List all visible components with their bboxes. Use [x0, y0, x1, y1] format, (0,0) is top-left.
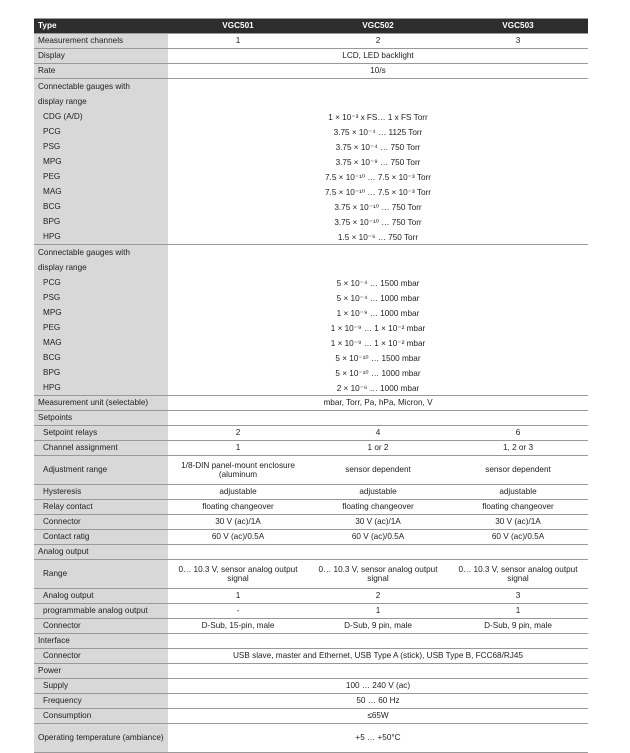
gauge-range: 3.75 × 10⁻⁹ … 750 Torr [335, 157, 421, 167]
table-row [34, 679, 588, 694]
row-label: Supply [34, 679, 168, 693]
row-label: Operating temperature (ambiance) [34, 724, 168, 752]
gauge-range: 1 × 10⁻⁹ … 1 × 10⁻² mbar [330, 338, 426, 348]
gauge-range: 3.75 × 10⁻¹⁰ … 750 Torr [334, 217, 422, 227]
gauge-range: 1 × 10⁻⁹ … 1 × 10⁻² mbar [330, 323, 426, 333]
gauge-name: PCG [43, 127, 61, 136]
cell: 60 V (ac)/0.5A [491, 532, 545, 542]
table-row [34, 649, 588, 664]
cell: 60 V (ac)/0.5A [211, 532, 265, 542]
cell: 0… 10.3 V, sensor analog output signal [178, 564, 298, 583]
section-label: Analog output [34, 545, 168, 559]
table-row [34, 396, 588, 411]
section-label: Power [34, 664, 168, 678]
gauge-name: MPG [43, 157, 62, 166]
gauge-range: 2 × 10⁻⁶ … 1000 mbar [336, 383, 420, 393]
row-label: Measurement channels [34, 34, 168, 48]
table-header [34, 19, 588, 34]
table-row [34, 604, 588, 619]
cell: 1 or 2 [367, 443, 389, 453]
section-header-power [34, 664, 588, 679]
table-row [34, 694, 588, 709]
cell: mbar, Torr, Pa, hPa, Micron, V [323, 398, 433, 408]
cell: 30 V (ac)/1A [355, 517, 401, 527]
table-row [34, 485, 588, 500]
gauge-range: 1.5 × 10⁻⁶ … 750 Torr [337, 232, 419, 242]
gauge-name: MAG [43, 187, 62, 196]
cell: floating changeover [202, 502, 274, 512]
table-row [34, 34, 588, 49]
table-row [34, 709, 588, 724]
section-header-analog [34, 545, 588, 560]
cell: 3 [515, 36, 521, 46]
row-label: Display [34, 49, 168, 63]
group-label: Connectable gauges with [38, 82, 130, 91]
gauge-name: MPG [43, 308, 62, 317]
gauge-range: 5 × 10⁻⁴ … 1000 mbar [336, 293, 420, 303]
gauge-name: PCG [43, 278, 61, 287]
group-label: Connectable gauges with [38, 248, 130, 257]
table-row [34, 560, 588, 589]
cell: 2 [375, 36, 381, 46]
cell: 30 V (ac)/1A [495, 517, 541, 527]
row-label: Connector [34, 619, 168, 633]
cell: floating changeover [482, 502, 554, 512]
cell: 6 [515, 428, 521, 438]
gauge-name: CDG (A/D) [43, 112, 83, 121]
cell: D-Sub, 9 pin, male [484, 621, 552, 631]
cell: 1 [235, 36, 241, 46]
table-row [34, 426, 588, 441]
row-label: Consumption [34, 709, 168, 723]
cell: 1 [375, 606, 381, 616]
gauge-range: 7.5 × 10⁻¹⁰ … 7.5 × 10⁻³ Torr [325, 187, 431, 197]
spec-table [34, 18, 588, 753]
gauge-range: 1 × 10⁻⁹ … 1000 mbar [336, 308, 420, 318]
gauge-range: 5 × 10⁻¹⁰ … 1500 mbar [335, 353, 421, 363]
gauge-name: BPG [43, 217, 61, 226]
row-label: Adjustment range [34, 456, 168, 484]
gauge-range: 3.75 × 10⁻⁴ … 1125 Torr [333, 127, 423, 137]
cell: D-Sub, 9 pin, male [344, 621, 412, 631]
table-row [34, 456, 588, 485]
group-label: display range [38, 97, 87, 106]
cell: 50 … 60 Hz [356, 696, 400, 706]
row-label: Measurement unit (selectable) [34, 396, 168, 410]
table-row [34, 64, 588, 79]
cell: 30 V (ac)/1A [215, 517, 261, 527]
table-row [34, 441, 588, 456]
cell: 4 [375, 428, 381, 438]
row-label: Relay contact [34, 500, 168, 514]
cell: adjustable [219, 487, 257, 497]
cell: 1/8-DIN panel-mount enclosure (aluminum [181, 460, 295, 479]
table-row [34, 724, 588, 753]
table-row [34, 619, 588, 634]
row-label: Channel assignment [34, 441, 168, 455]
row-label: Setpoint relays [34, 426, 168, 440]
section-label: Interface [34, 634, 168, 648]
cell: 1 [235, 443, 241, 453]
header-model-1: VGC501 [222, 21, 254, 31]
row-label: Connector [34, 515, 168, 529]
cell: 0… 10.3 V, sensor analog output signal [458, 564, 578, 583]
cell: 0… 10.3 V, sensor analog output signal [318, 564, 438, 583]
cell: adjustable [499, 487, 537, 497]
header-model-2: VGC502 [362, 21, 394, 31]
row-label: Frequency [34, 694, 168, 708]
gauges-torr-group [34, 79, 588, 245]
cell: +5 … +50°C [355, 733, 401, 743]
gauge-name: BCG [43, 202, 61, 211]
cell: - [236, 606, 240, 616]
gauge-name: PEG [43, 323, 61, 332]
gauge-range: 3.75 × 10⁻¹⁰ … 750 Torr [334, 202, 422, 212]
gauge-name: PSG [43, 293, 61, 302]
cell: USB slave, master and Ethernet, USB Type A (stick), USB Type B, FCC68/RJ45 [232, 651, 524, 661]
cell: 1, 2 or 3 [502, 443, 534, 453]
group-label: display range [38, 263, 87, 272]
gauges-mbar-group [34, 245, 588, 396]
table-row [34, 49, 588, 64]
cell: 10/s [370, 66, 386, 76]
cell: 2 [235, 428, 241, 438]
table-row [34, 515, 588, 530]
row-label: Analog output [34, 589, 168, 603]
section-header-interface [34, 634, 588, 649]
section-label: Setpoints [34, 411, 168, 425]
gauge-range: 3.75 × 10⁻⁴ … 750 Torr [335, 142, 421, 152]
section-header-setpoints [34, 411, 588, 426]
gauge-name: MAG [43, 338, 62, 347]
cell: adjustable [359, 487, 397, 497]
table-row [34, 530, 588, 545]
cell: 1 [235, 591, 241, 601]
cell: sensor dependent [345, 465, 411, 475]
cell: 1 [515, 606, 521, 616]
gauge-range: 5 × 10⁻¹⁰ … 1000 mbar [335, 368, 421, 378]
row-label: Connector [34, 649, 168, 663]
gauge-name: PSG [43, 142, 61, 151]
row-label: Rate [34, 64, 168, 78]
gauge-range: 7.5 × 10⁻¹⁰ … 7.5 × 10⁻³ Torr [325, 172, 431, 182]
header-model-3: VGC503 [502, 21, 534, 31]
cell: 2 [375, 591, 381, 601]
gauge-name: BCG [43, 353, 61, 362]
cell: 60 V (ac)/0.5A [351, 532, 405, 542]
cell: D-Sub, 15-pin, male [201, 621, 275, 631]
table-row [34, 500, 588, 515]
row-label: Range [34, 560, 168, 588]
row-label: Contact ratig [34, 530, 168, 544]
cell: floating changeover [342, 502, 414, 512]
gauge-range: 1 × 10⁻³ x FS… 1 x FS Torr [328, 112, 428, 122]
row-label: programmable analog output [34, 604, 168, 618]
gauge-range: 5 × 10⁻⁴ … 1500 mbar [336, 278, 420, 288]
table-row [34, 589, 588, 604]
row-label: Hysteresis [34, 485, 168, 499]
cell: LCD, LED backlight [342, 51, 414, 61]
cell: ≤65W [367, 711, 389, 721]
gauge-name: PEG [43, 172, 61, 181]
header-type: Type [34, 19, 168, 33]
cell: 3 [515, 591, 521, 601]
cell: sensor dependent [485, 465, 551, 475]
gauge-name: HPG [43, 383, 61, 392]
cell: 100 … 240 V (ac) [345, 681, 411, 691]
gauge-name: BPG [43, 368, 61, 377]
gauge-name: HPG [43, 232, 61, 241]
